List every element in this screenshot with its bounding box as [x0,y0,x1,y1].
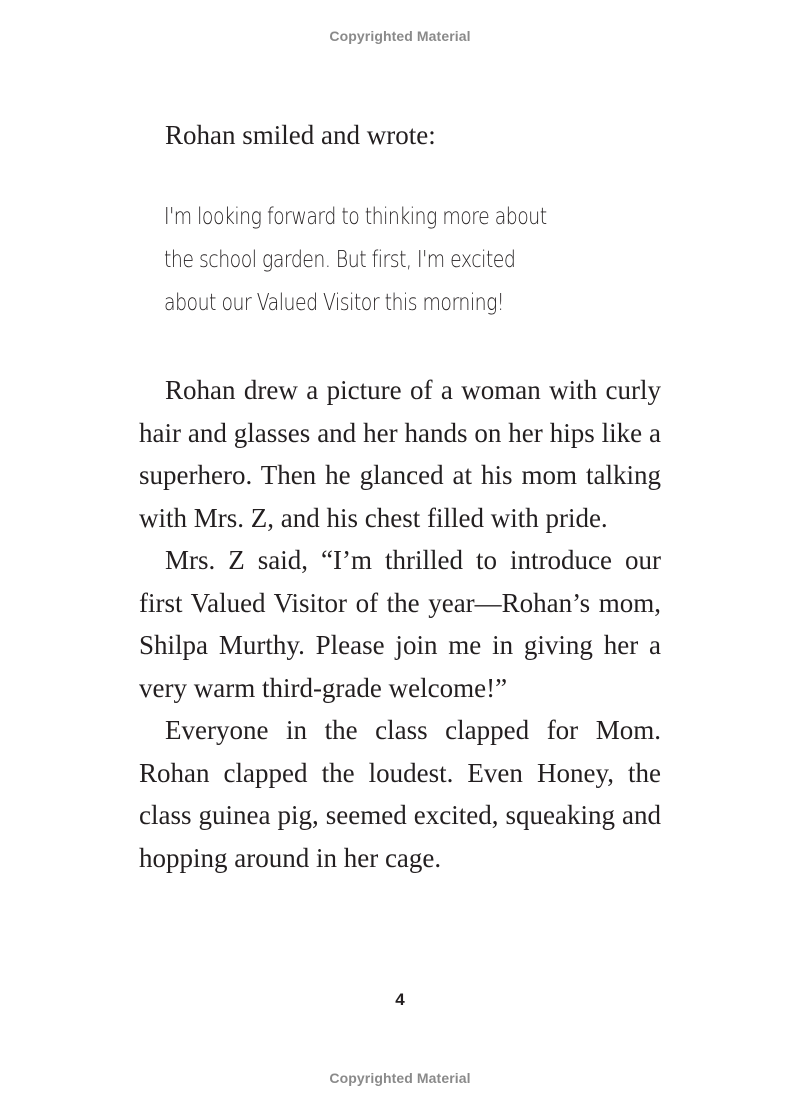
copyright-watermark-bottom: Copyrighted Material [329,1070,471,1086]
page-number: 4 [395,990,405,1009]
intro-line: Rohan smiled and wrote: [165,120,436,150]
note-line: about our Valued Visitor this morning! [164,290,504,316]
paragraph: Mrs. Z said, “I’m thrilled to introduce our first Valued Visitor of the year—Rohan’s mom, Shilpa Murthy. Please join me in giving her a very warm third-grade welcome!” [139,545,661,703]
paragraph: Everyone in the class clapped for Mom. Rohan clapped the loudest. Even Honey, the class guinea pig, seemed excited, squeaking and hopping around in her cage. [139,715,661,873]
body-text [139,369,661,879]
copyright-watermark-top: Copyrighted Material [329,28,471,44]
paragraph: Rohan drew a picture of a woman with curly hair and glasses and her hands on her hips like a superhero. Then he glanced at his mom talking with Mrs. Z, and his chest filled with pride. [139,375,661,533]
handwritten-note [164,196,623,325]
note-line: the school garden. But first, I'm excited [164,247,516,273]
note-line: I'm looking forward to thinking more about [164,204,547,230]
